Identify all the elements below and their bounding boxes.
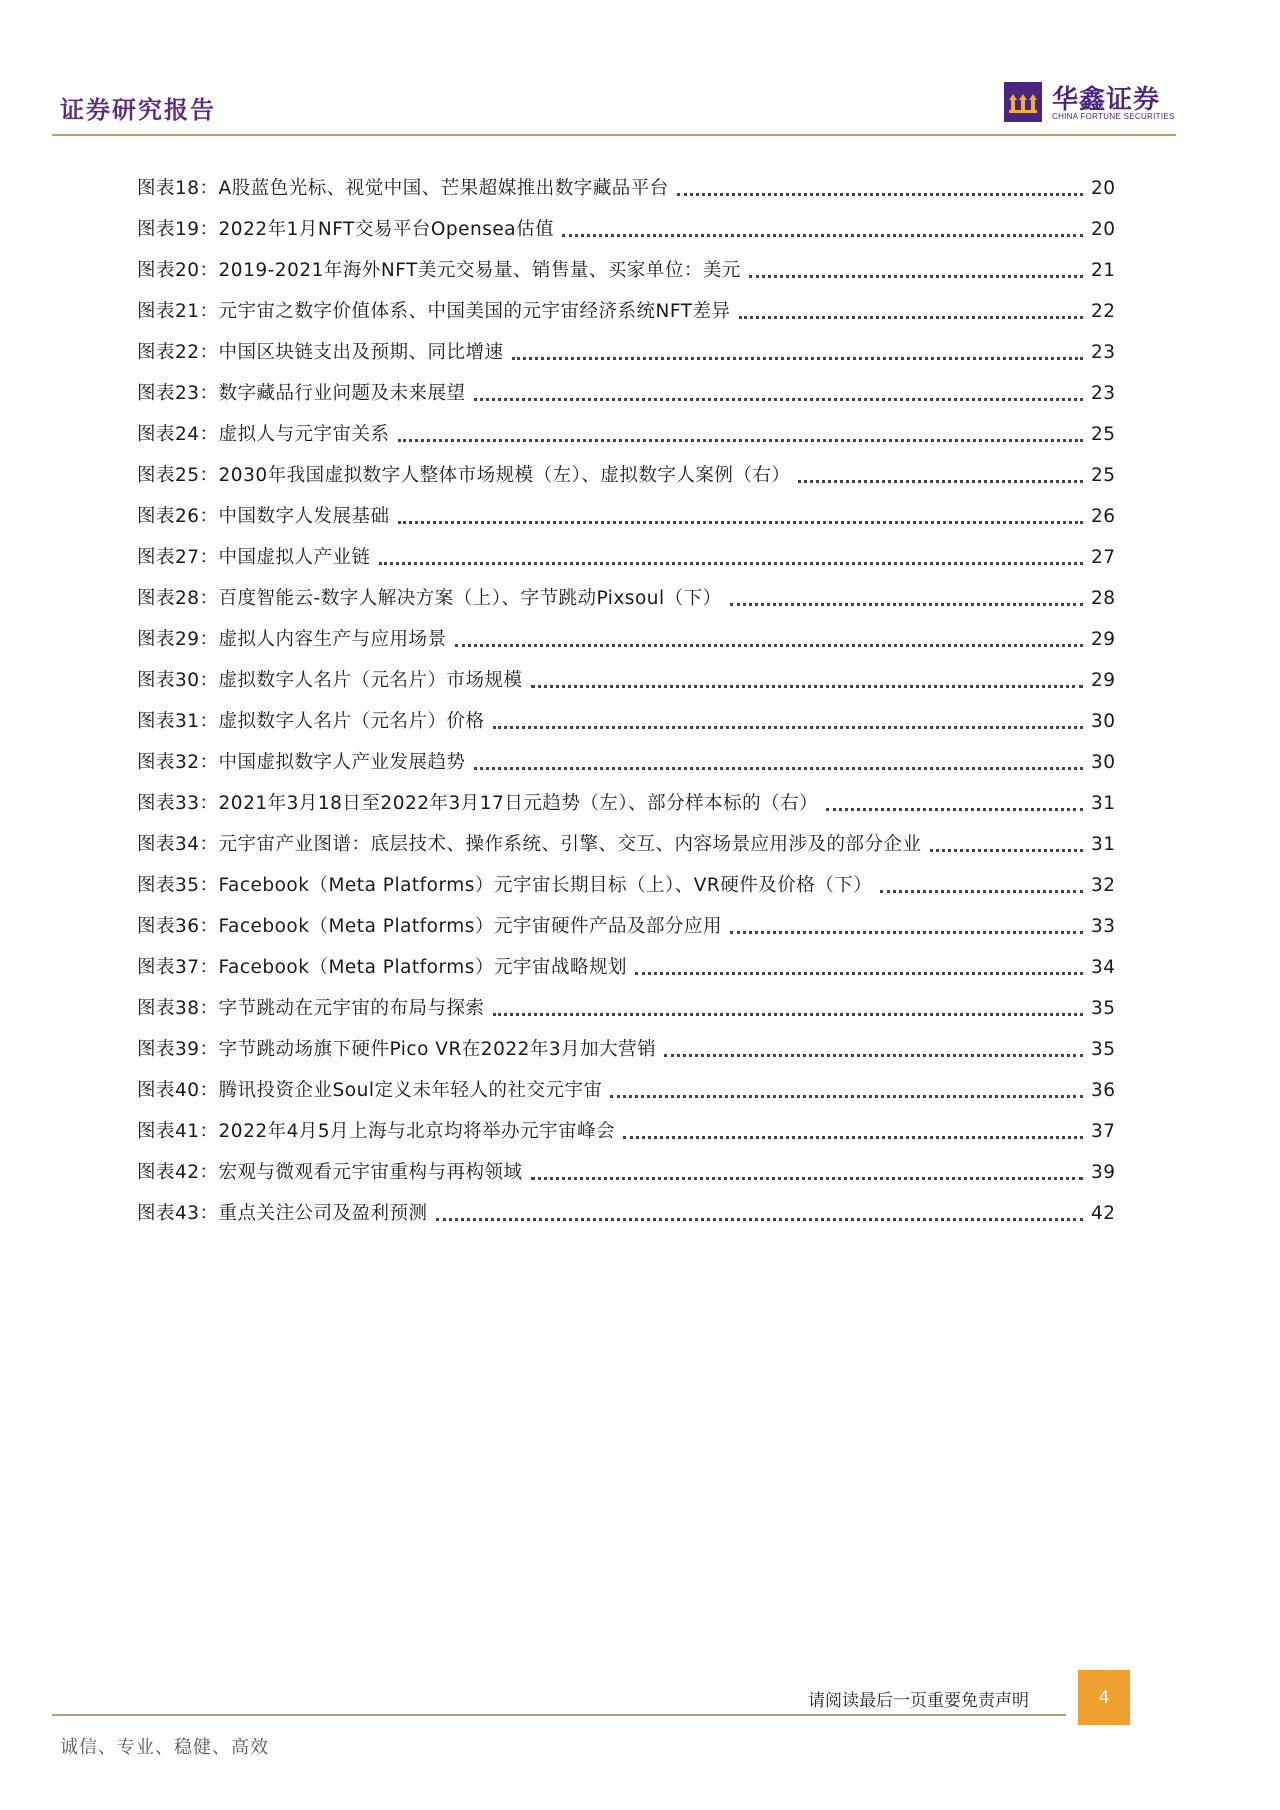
toc-leader-dots [379,561,1083,565]
toc-entry-page: 32 [1091,875,1116,896]
toc-entry-label: 图表41：2022年4月5月上海与北京均将举办元宇宙峰会 [137,1121,616,1142]
toc-leader-dots [562,233,1083,237]
toc-entry-page: 35 [1091,1039,1116,1060]
toc-leader-dots [531,1176,1083,1180]
toc-entry-page: 20 [1091,178,1116,199]
toc-entry-label: 图表28：百度智能云-数字人解决方案（上）、字节跳动Pixsoul（下） [137,588,722,609]
toc-entry[interactable] [137,160,1115,201]
toc-entry-page: 29 [1091,629,1116,650]
toc-leader-dots [436,1217,1083,1221]
toc-entry-label: 图表18：A股蓝色光标、视觉中国、芒果超媒推出数字藏品平台 [137,178,669,199]
toc-leader-dots [664,1053,1083,1057]
toc-leader-dots [398,438,1083,442]
toc-leader-dots [730,602,1083,606]
toc-entry-page: 20 [1091,219,1116,240]
toc-entry-page: 33 [1091,916,1116,937]
company-slogan: 诚信、专业、稳健、高效 [60,1737,269,1758]
toc-entry[interactable] [137,283,1115,324]
toc-entry-label: 图表35：Facebook（Meta Platforms）元宇宙长期目标（上）、VR硬件及价格（下） [137,875,873,896]
figure-list [137,160,1115,1226]
toc-entry-page: 34 [1091,957,1116,978]
toc-entry-label: 图表43：重点关注公司及盈利预测 [137,1203,428,1224]
logo-chinese-name: 华鑫证券 [1052,85,1161,115]
toc-entry[interactable] [137,980,1115,1021]
disclaimer-notice: 请阅读最后一页重要免责声明 [808,1691,1029,1711]
toc-leader-dots [749,274,1083,278]
footer-divider [52,1714,1066,1716]
toc-leader-dots [635,971,1083,975]
toc-entry[interactable] [137,1021,1115,1062]
toc-entry[interactable] [137,529,1115,570]
toc-entry-label: 图表25：2030年我国虚拟数字人整体市场规模（左）、虚拟数字人案例（右） [137,465,791,486]
toc-leader-dots [880,889,1083,893]
toc-entry-page: 23 [1091,342,1116,363]
toc-entry-label: 图表33：2021年3月18日至2022年3月17日元趋势（左）、部分样本标的（右） [137,793,819,814]
toc-entry-label: 图表20：2019-2021年海外NFT美元交易量、销售量、买家单位：美元 [137,260,741,281]
toc-entry-label: 图表21：元宇宙之数字价值体系、中国美国的元宇宙经济系统NFT差异 [137,301,731,322]
toc-entry-label: 图表29：虚拟人内容生产与应用场景 [137,629,447,650]
toc-entry[interactable] [137,406,1115,447]
logo-emblem-icon [1004,82,1042,122]
toc-entry-label: 图表24：虚拟人与元宇宙关系 [137,424,390,445]
toc-entry[interactable] [137,775,1115,816]
toc-leader-dots [398,520,1083,524]
toc-entry-label: 图表19：2022年1月NFT交易平台Opensea估值 [137,219,555,240]
toc-entry[interactable] [137,1185,1115,1226]
toc-leader-dots [610,1094,1083,1098]
toc-entry-label: 图表27：中国虚拟人产业链 [137,547,371,568]
toc-entry[interactable] [137,652,1115,693]
toc-entry-page: 31 [1091,834,1116,855]
toc-entry-label: 图表40：腾讯投资企业Soul定义未年轻人的社交元宇宙 [137,1080,603,1101]
toc-entry-label: 图表36：Facebook（Meta Platforms）元宇宙硬件产品及部分应用 [137,916,722,937]
toc-entry-page: 22 [1091,301,1116,322]
toc-entry-page: 31 [1091,793,1116,814]
toc-leader-dots [512,356,1083,360]
toc-entry-label: 图表37：Facebook（Meta Platforms）元宇宙战略规划 [137,957,627,978]
toc-entry-page: 26 [1091,506,1116,527]
toc-entry-label: 图表38：字节跳动在元宇宙的布局与探索 [137,998,485,1019]
toc-leader-dots [730,930,1083,934]
toc-entry[interactable] [137,857,1115,898]
toc-leader-dots [677,192,1083,196]
toc-entry-page: 25 [1091,465,1116,486]
toc-entry-label: 图表22：中国区块链支出及预期、同比增速 [137,342,504,363]
toc-entry[interactable] [137,734,1115,775]
toc-entry[interactable] [137,693,1115,734]
toc-entry[interactable] [137,611,1115,652]
toc-entry[interactable] [137,447,1115,488]
toc-leader-dots [798,479,1083,483]
toc-leader-dots [623,1135,1083,1139]
toc-entry-page: 30 [1091,752,1116,773]
toc-leader-dots [826,807,1083,811]
report-type-title: 证券研究报告 [60,95,216,124]
toc-entry[interactable] [137,201,1115,242]
toc-leader-dots [455,643,1083,647]
toc-leader-dots [930,848,1083,852]
toc-entry[interactable] [137,898,1115,939]
toc-entry[interactable] [137,570,1115,611]
toc-leader-dots [474,397,1083,401]
toc-entry[interactable] [137,816,1115,857]
toc-entry-page: 35 [1091,998,1116,1019]
logo-english-name: CHINA FORTUNE SECURITIES [1052,112,1175,121]
toc-leader-dots [493,725,1083,729]
toc-entry-label: 图表31：虚拟数字人名片（元名片）价格 [137,711,485,732]
toc-entry[interactable] [137,324,1115,365]
toc-entry-label: 图表26：中国数字人发展基础 [137,506,390,527]
company-logo [1004,82,1174,124]
toc-entry-page: 27 [1091,547,1116,568]
toc-leader-dots [739,315,1084,319]
toc-leader-dots [474,766,1083,770]
toc-leader-dots [493,1012,1083,1016]
toc-entry-label: 图表30：虚拟数字人名片（元名片）市场规模 [137,670,523,691]
toc-entry-page: 30 [1091,711,1116,732]
toc-entry-label: 图表34：元宇宙产业图谱：底层技术、操作系统、引擎、交互、内容场景应用涉及的部分企业 [137,834,922,855]
toc-entry-page: 36 [1091,1080,1116,1101]
toc-entry[interactable] [137,242,1115,283]
toc-entry-label: 图表39：字节跳动场旗下硬件Pico VR在2022年3月加大营销 [137,1039,657,1060]
toc-entry[interactable] [137,1062,1115,1103]
toc-entry-page: 28 [1091,588,1116,609]
toc-entry[interactable] [137,365,1115,406]
header-divider [52,134,1176,136]
toc-entry-page: 42 [1091,1203,1116,1224]
toc-entry-label: 图表23：数字藏品行业问题及未来展望 [137,383,466,404]
toc-entry-page: 29 [1091,670,1116,691]
page-number: 4 [1078,1670,1130,1725]
toc-entry-label: 图表42：宏观与微观看元宇宙重构与再构领域 [137,1162,523,1183]
toc-leader-dots [531,684,1083,688]
toc-entry-page: 21 [1091,260,1116,281]
toc-entry-page: 37 [1091,1121,1116,1142]
toc-entry[interactable] [137,1144,1115,1185]
toc-entry-page: 25 [1091,424,1116,445]
toc-entry[interactable] [137,1103,1115,1144]
toc-entry-label: 图表32：中国虚拟数字人产业发展趋势 [137,752,466,773]
toc-entry-page: 39 [1091,1162,1116,1183]
toc-entry[interactable] [137,488,1115,529]
toc-entry-page: 23 [1091,383,1116,404]
toc-entry[interactable] [137,939,1115,980]
